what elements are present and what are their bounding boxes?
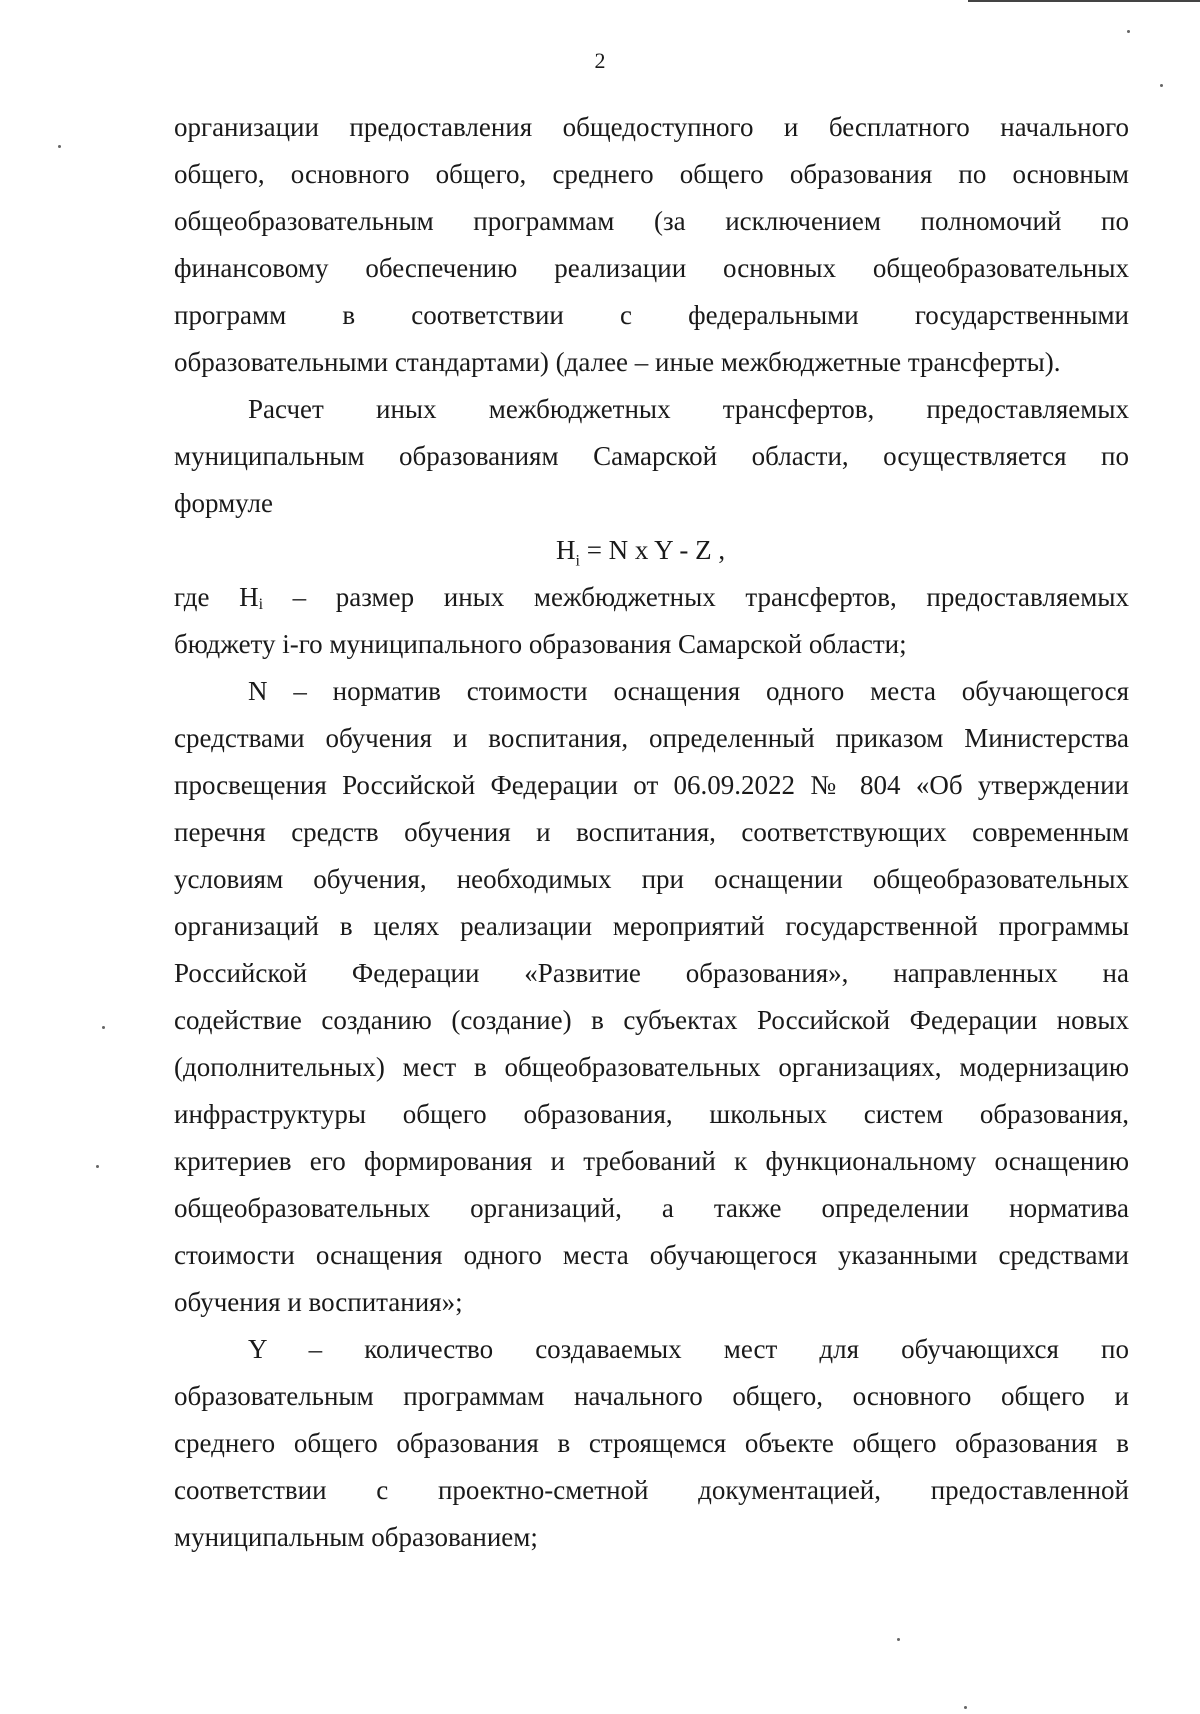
text-line: общеобразовательным программам (за исключением полномочий по	[174, 206, 1129, 236]
text-line: N – норматив стоимости оснащения одного места обучающегося	[248, 676, 1129, 706]
text-line: условиям обучения, необходимых при оснащении общеобразовательных	[174, 864, 1129, 894]
text-line: образовательным программам начального общего, основного общего и	[174, 1381, 1129, 1411]
text-line: общеобразовательных организаций, а также определении норматива	[174, 1193, 1129, 1223]
text-line: образовательными стандартами) (далее – иные межбюджетные трансферты).	[174, 347, 1061, 377]
text-line: бюджету i-го муниципального образования Самарской области;	[174, 629, 907, 659]
text-line: муниципальным образованиям Самарской области, осуществляется по	[174, 441, 1129, 471]
text-line: критериев его формирования и требований к функциональному оснащению	[174, 1146, 1129, 1176]
text-line: программ в соответствии с федеральными государственными	[174, 300, 1129, 330]
text-line: муниципальным образованием;	[174, 1522, 538, 1552]
formula-rhs: = N x Y - Z ,	[579, 535, 726, 565]
document-body	[174, 104, 1129, 1561]
scan-speck	[897, 1638, 900, 1641]
text-line: обучения и воспитания»;	[174, 1287, 463, 1317]
top-edge-rule	[968, 0, 1200, 2]
text-line: инфраструктуры общего образования, школьных систем образования,	[174, 1099, 1129, 1129]
formula-lhs: H	[556, 535, 576, 565]
formula	[174, 527, 1129, 574]
scan-speck	[1127, 30, 1130, 33]
scan-speck	[964, 1706, 967, 1709]
page-number: 2	[594, 48, 606, 73]
text-line: (дополнительных) мест в общеобразовательных организациях, модернизацию	[174, 1052, 1129, 1082]
scan-speck	[96, 1165, 99, 1168]
scan-speck	[102, 1026, 105, 1029]
text-line: перечня средств обучения и воспитания, соответствующих современным	[174, 817, 1129, 847]
definition-h-prefix: где H	[174, 582, 259, 612]
formula-lhs-subscript: i	[575, 552, 580, 570]
text-line: содействие созданию (создание) в субъектах Российской Федерации новых	[174, 1005, 1129, 1035]
definition-h-subscript: i	[258, 596, 264, 613]
text-line: формуле	[174, 488, 273, 518]
text-line: Российской Федерации «Развитие образования», направленных на	[174, 958, 1129, 988]
text-line: средствами обучения и воспитания, определенный приказом Министерства	[174, 723, 1129, 753]
scan-speck	[1160, 84, 1163, 87]
text-line: Y – количество создаваемых мест для обучающихся по	[248, 1334, 1129, 1364]
text-line: стоимости оснащения одного места обучающегося указанными средствами	[174, 1240, 1129, 1270]
text-line: финансовому обеспечению реализации основных общеобразовательных	[174, 253, 1129, 283]
text-line: организации предоставления общедоступного и бесплатного начального	[174, 112, 1129, 142]
text-line: Расчет иных межбюджетных трансфертов, предоставляемых	[248, 394, 1129, 424]
text-line: просвещения Российской Федерации от 06.09.2022 № 804 «Об утверждении	[174, 770, 1129, 800]
scan-speck	[58, 145, 61, 148]
text-line: среднего общего образования в строящемся объекте общего образования в	[174, 1428, 1129, 1458]
text-line: общего, основного общего, среднего общего образования по основным	[174, 159, 1129, 189]
text-line: соответствии с проектно-сметной документацией, предоставленной	[174, 1475, 1129, 1505]
text-line: организаций в целях реализации мероприятий государственной программы	[174, 911, 1129, 941]
definition-h-line	[174, 574, 1129, 621]
definition-h-text: – размер иных межбюджетных трансфертов, предоставляемых	[263, 582, 1129, 612]
